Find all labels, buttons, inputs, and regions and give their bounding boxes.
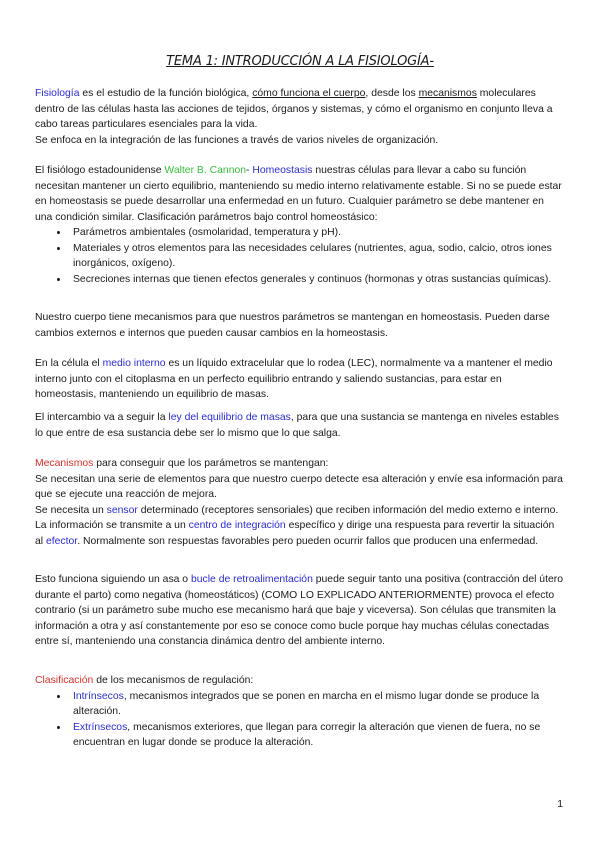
underlined-text: mecanismos bbox=[418, 88, 477, 99]
text: determinado (receptores sensoriales) que reciben información del medio externo e interno. La información se transmite a un bbox=[35, 504, 559, 531]
term-bucle: bucle de retroalimentación bbox=[190, 574, 313, 585]
term-sensor: sensor bbox=[106, 504, 138, 516]
list-item bbox=[69, 689, 563, 720]
text: puede seguir tanto una positiva (contracción del útero durante el parto) como negativa (homeostáticos) (COMO LO EXPLICADO ANTERIORMENTE) provoca el efecto contrario (si un parámetro sube mucho ese mecanismo hará que baje y viceversa). Son células que transmiten la información a otra y así constantemente por eso se conoce como bucle porque hay muchas células conectadas entre sí, manteniendo una constancia dinámica dentro del ambiente interno. bbox=[35, 574, 563, 647]
term-clasificacion: Clasificación bbox=[35, 675, 94, 686]
bullet-list-regulation bbox=[35, 689, 563, 751]
text: , para que una sustancia se mantenga en niveles estables lo que entre de esa sustancia debe ser lo mismo que lo que salga. bbox=[35, 412, 559, 439]
text: , desde los bbox=[365, 88, 419, 99]
text: Se enfoca en la integración de las funciones a través de varios niveles de organización. bbox=[35, 134, 439, 146]
paragraph-feedback bbox=[35, 572, 563, 650]
term-efector: efector bbox=[45, 535, 78, 547]
text: El fisiólogo estadounidense bbox=[35, 165, 165, 176]
paragraph-homeostasis bbox=[35, 163, 563, 287]
text: Nuestro cuerpo tiene mecanismos para que nuestros parámetros se mantengan en homeostasis. Pueden darse cambios externos e internos que pueden causar cambios en la homeostasis. bbox=[35, 312, 550, 339]
paragraph-mechanisms-intro bbox=[35, 310, 563, 341]
text: específico y dirige una respuesta para revertir la situación al bbox=[35, 520, 555, 547]
term-ley-equilibrio: ley del equilibrio de masas bbox=[168, 412, 291, 423]
paragraph-mecanismos bbox=[35, 456, 563, 549]
term-centro-integracion: centro de integración bbox=[188, 520, 286, 531]
term-medio-interno: medio interno bbox=[102, 358, 166, 369]
text: moleculares dentro de las células hasta las acciones de tejidos, órganos y sistemas, y cómo el organismo en conjunto lleva a cabo tareas particulares esenciales para la vida. bbox=[35, 88, 553, 130]
text: de los mecanismos de regulación: bbox=[93, 675, 254, 686]
text: es un líquido extracelular que lo rodea (LEC), normalmente va a mantener el medio interno junto con el citoplasma en un perfecto equilibrio entrando y saliendo sustancias, para estar en homeostasis, manteniendo un equilibrio de masas. bbox=[35, 358, 553, 400]
page-number: 1 bbox=[557, 799, 563, 810]
term-fisiologia: Fisiología bbox=[35, 88, 80, 99]
text: nuestras células para llevar a cabo su función necesitan mantener un cierto equilibrio, manteniendo su medio interno relativamente estable. Si no se puede estar en homeostasis se puede desarrollar una enfermedad en un futuro. Cualquier parámetro se debe mantener en una condición similar. Clasificación parámetros bajo control homeostásico: bbox=[35, 165, 562, 223]
text: Se necesitan una serie de elementos para que nuestro cuerpo detecte esa alteración y envíe esa información para que se ejecute una reacción de mejora. bbox=[35, 473, 563, 500]
term-mecanismos: Mecanismos bbox=[35, 458, 94, 469]
list-item: • Secreciones internas que tienen efectos generales y continuos (hormonas y otras sustancias químicas). bbox=[69, 272, 563, 288]
page-title: TEMA 1: INTRODUCCIÓN A LA FISIOLOGÍA- bbox=[166, 54, 434, 69]
text: Se necesita un bbox=[35, 504, 107, 516]
name-cannon: Walter B. Cannon bbox=[164, 165, 247, 176]
paragraph-medio-interno bbox=[35, 356, 563, 403]
text: En la célula el bbox=[35, 358, 103, 369]
paragraph-mass-balance bbox=[35, 410, 563, 441]
text: . Normalmente son respuestas favorables pero pueden ocurrir fallos que producen una enfermedad. bbox=[77, 535, 539, 547]
term-extrinsecos: Extrínsecos bbox=[73, 721, 128, 733]
list-item: • Materiales y otros elementos para las necesidades celulares (nutrientes, agua, sodio, calcio, otros iones inorgánicos, oxígeno). bbox=[69, 241, 563, 272]
text: , mecanismos integrados que se ponen en marcha en el mismo lugar donde se produce la alteración. bbox=[73, 690, 540, 717]
paragraph-clasificacion bbox=[35, 673, 563, 751]
text: - bbox=[246, 165, 253, 176]
bullet-list-parameters bbox=[35, 225, 563, 287]
list-item bbox=[69, 720, 563, 751]
text: es el estudio de la función biológica, bbox=[79, 88, 253, 99]
term-intrinsecos: Intrínsecos bbox=[73, 690, 124, 702]
paragraph-definition bbox=[35, 86, 563, 148]
term-homeostasis: Homeostasis bbox=[252, 165, 313, 176]
text: El intercambio va a seguir la bbox=[35, 412, 169, 423]
text: para conseguir que los parámetros se mantengan: bbox=[93, 458, 329, 469]
underlined-text: cómo funciona el cuerpo bbox=[252, 88, 366, 99]
list-item: • Parámetros ambientales (osmolaridad, temperatura y pH). bbox=[69, 225, 563, 241]
text: , mecanismos exteriores, que llegan para corregir la alteración que vienen de fuera, no se encuentran en lugar donde se produce la alteración. bbox=[73, 721, 541, 748]
text: Esto funciona siguiendo un asa o bbox=[35, 574, 191, 585]
